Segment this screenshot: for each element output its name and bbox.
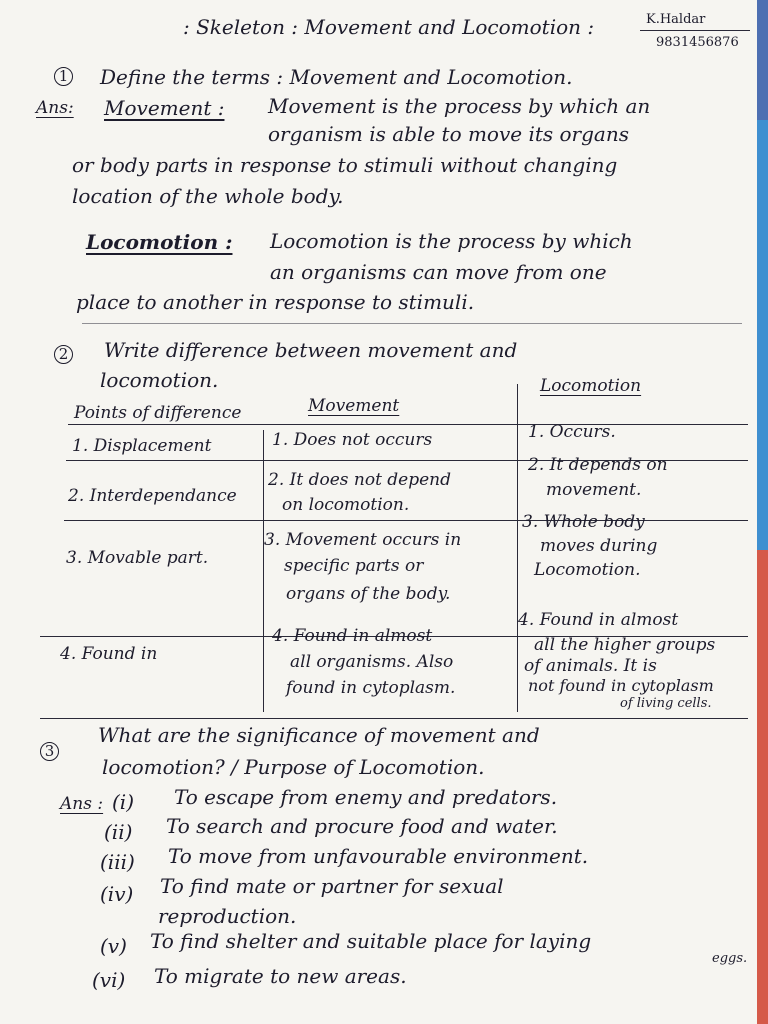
item-5-extra: eggs. (712, 951, 748, 966)
row-4-locomotion-extra: of living cells. (620, 696, 712, 711)
item-6-marker: (vi) (92, 968, 126, 992)
row-2-point: 2. Interdependance (68, 486, 237, 506)
row-2-locomotion-line-1: 2. It depends on (528, 455, 668, 475)
row-1-locomotion-line-1: 1. Occurs. (528, 422, 616, 442)
author-phone: 9831456876 (656, 35, 739, 50)
page-title: : Skeleton : Movement and Locomotion : (183, 15, 595, 39)
question-3-line-1: What are the significance of movement and (98, 723, 540, 747)
locomotion-def-line-1: Locomotion is the process by which (270, 229, 633, 253)
question-2-line-1: Write difference between movement and (104, 338, 518, 362)
movement-def-line-1: Movement is the process by which an (268, 94, 651, 118)
row-1-movement-line-1: 1. Does not occurs (272, 430, 433, 450)
item-3-marker: (iii) (100, 850, 135, 874)
row-4-movement-line-1: 4. Found in almost (272, 626, 433, 646)
table-header-movement: Movement (308, 396, 400, 416)
item-4-text-line-1: To find mate or partner for sexual (160, 874, 504, 898)
row-1-point: 1. Displacement (72, 436, 212, 456)
item-6-text: To migrate to new areas. (154, 964, 407, 988)
row-2-movement-line-1: 2. It does not depend (268, 470, 452, 490)
row-2-movement-line-2: on locomotion. (282, 495, 410, 515)
row-4-locomotion-line-3: of animals. It is (524, 656, 657, 676)
item-1-marker: (i) (112, 790, 135, 814)
background-edge-blue (757, 0, 768, 120)
question-number-1: 1 (54, 67, 73, 86)
table-rule-4 (40, 718, 748, 719)
author-underline (640, 30, 750, 31)
term-movement: Movement : (104, 96, 225, 120)
locomotion-def-line-3: place to another in response to stimuli. (76, 290, 475, 314)
row-2-locomotion-line-2: movement. (546, 480, 642, 500)
locomotion-def-line-2: an organisms can move from one (270, 260, 607, 284)
table-col-divider-1 (263, 430, 264, 712)
row-3-movement-line-3: organs of the body. (286, 584, 451, 604)
term-locomotion: Locomotion : (86, 230, 233, 254)
table-header-points: Points of difference (74, 403, 242, 423)
answer-label-1: Ans: (36, 98, 74, 118)
movement-def-line-2: organism is able to move its organs (268, 122, 629, 146)
row-4-locomotion-line-4: not found in cytoplasm (528, 676, 714, 695)
row-4-movement-line-3: found in cytoplasm. (286, 678, 456, 698)
question-2-line-2: locomotion. (100, 368, 219, 392)
item-5-text: To find shelter and suitable place for laying (150, 929, 592, 953)
question-number-3: 3 (40, 742, 59, 761)
background-edge-lightblue (757, 120, 768, 550)
section-divider (82, 323, 742, 324)
item-2-text: To search and procure food and water. (166, 814, 558, 838)
item-3-text: To move from unfavourable environment. (168, 844, 589, 868)
row-3-movement-line-2: specific parts or (284, 556, 424, 576)
row-3-locomotion-line-2: moves during (540, 536, 658, 556)
item-2-marker: (ii) (104, 820, 133, 844)
row-3-locomotion-line-1: 3. Whole body (522, 512, 645, 532)
row-4-movement-line-2: all organisms. Also (290, 652, 454, 672)
movement-def-line-3: or body parts in response to stimuli without changing (72, 153, 618, 177)
author-name: K.Haldar (646, 12, 706, 27)
row-4-locomotion-line-2: all the higher groups (534, 635, 716, 655)
row-3-point: 3. Movable part. (66, 548, 209, 568)
item-5-marker: (v) (100, 934, 127, 958)
table-col-divider-2 (517, 384, 518, 712)
question-number-2: 2 (54, 345, 73, 364)
item-4-text-line-2: reproduction. (158, 904, 297, 928)
row-3-movement-line-1: 3. Movement occurs in (264, 530, 462, 550)
movement-def-line-4: location of the whole body. (72, 184, 344, 208)
item-4-marker: (iv) (100, 882, 134, 906)
table-rule-2 (64, 520, 748, 521)
answer-label-3: Ans : (60, 794, 104, 814)
table-header-locomotion: Locomotion (540, 376, 642, 396)
row-4-locomotion-line-1: 4. Found in almost (518, 610, 679, 630)
item-1-text: To escape from enemy and predators. (174, 785, 558, 809)
table-rule-header (68, 424, 748, 425)
background-edge-red (757, 550, 768, 1024)
row-3-locomotion-line-3: Locomotion. (534, 560, 641, 580)
question-1-text: Define the terms : Movement and Locomotion. (100, 65, 573, 89)
row-4-point: 4. Found in (60, 644, 158, 664)
question-3-line-2: locomotion? / Purpose of Locomotion. (102, 755, 485, 779)
